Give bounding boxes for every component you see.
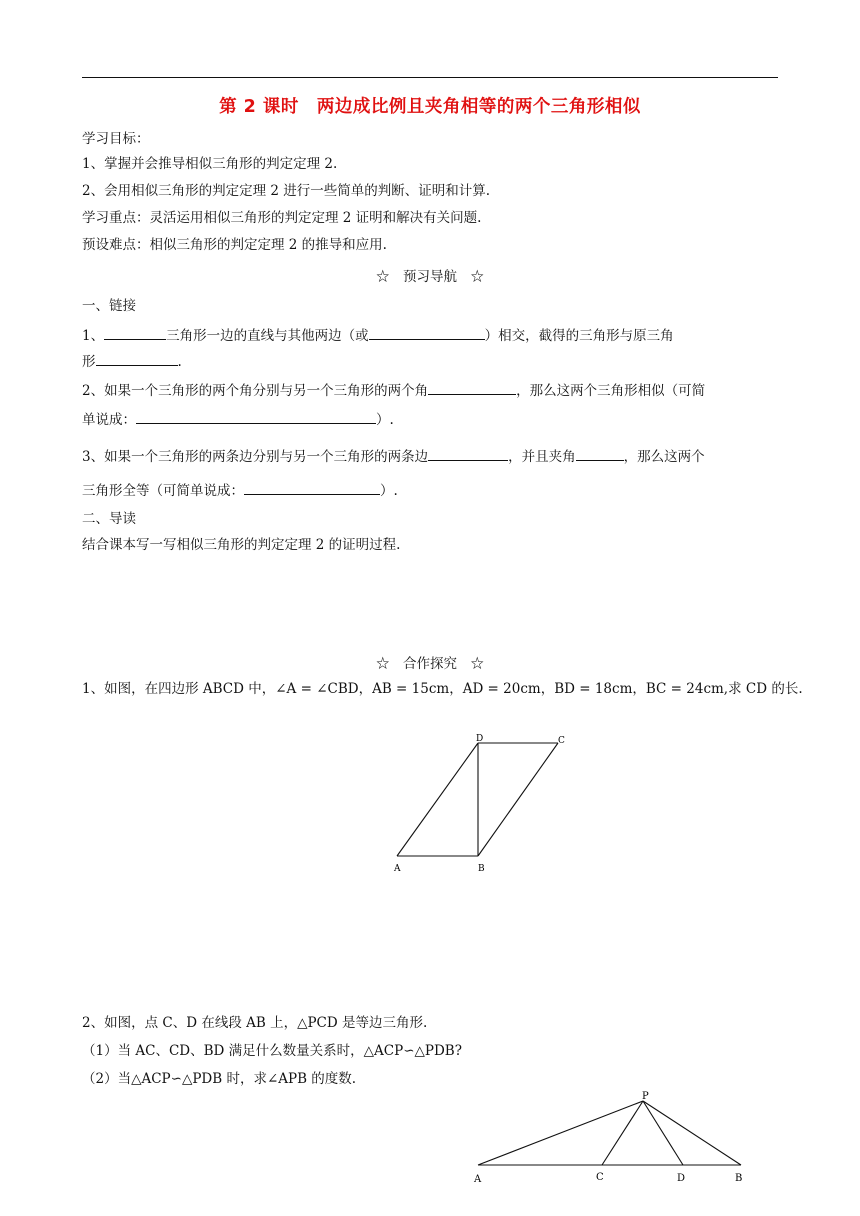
q1-blank-2[interactable]	[369, 326, 485, 340]
q2-text-3: 单说成：	[82, 412, 136, 428]
objective-2: 2、会用相似三角形的判定定理 2 进行一些简单的判断、证明和计算.	[82, 183, 491, 199]
q2-blank-1[interactable]	[428, 381, 516, 395]
label-B: B	[478, 864, 485, 874]
q3-text-2: ，并且夹角	[508, 449, 576, 465]
q1-text-2: ）相交，截得的三角形与原三角	[484, 328, 674, 344]
q2-text-1: 2、如果一个三角形的两个角分别与另一个三角形的两个角	[82, 383, 429, 399]
q3-blank-1[interactable]	[428, 447, 508, 461]
question-1-cont	[82, 352, 182, 371]
problem-2: 2、如图，点 C、D 在线段 AB 上，△PCD 是等边三角形.	[82, 1015, 428, 1031]
objective-1: 1、掌握并会推导相似三角形的判定定理 2.	[82, 156, 338, 172]
triangle-figure	[465, 1085, 755, 1190]
label-C: C	[558, 736, 565, 746]
label-P: P	[642, 1091, 649, 1102]
label-B2: B	[735, 1173, 743, 1184]
section-link-heading: 一、链接	[82, 298, 136, 314]
label-A2: A	[474, 1174, 482, 1185]
q3-end: ）.	[380, 483, 398, 499]
problem-2-part-1: （1）当 AC、CD、BD 满足什么数量关系时，△ACP∽△PDB?	[82, 1043, 462, 1059]
problem-2-part-2: （2）当△ACP∽△PDB 时，求∠APB 的度数.	[82, 1071, 357, 1087]
q1-end: .	[177, 354, 182, 370]
q3-blank-2[interactable]	[576, 447, 624, 461]
label-C2: C	[596, 1172, 604, 1183]
q1-blank-1[interactable]	[104, 326, 166, 340]
difficulty: 预设难点：相似三角形的判定定理 2 的推导和应用.	[82, 237, 387, 253]
label-D2: D	[677, 1173, 686, 1184]
header-rule	[82, 77, 778, 78]
q2-blank-2[interactable]	[136, 410, 376, 424]
label-D: D	[476, 734, 484, 744]
section-guide-heading: 二、导读	[82, 511, 136, 527]
question-3-cont	[82, 481, 398, 500]
preview-heading: ☆ 预习导航 ☆	[376, 269, 484, 285]
question-1	[82, 326, 674, 345]
question-2	[82, 381, 705, 400]
coop-heading: ☆ 合作探究 ☆	[376, 656, 484, 672]
q3-text-4: 三角形全等（可简单说成：	[82, 483, 244, 499]
q3-text-1: 3、如果一个三角形的两条边分别与另一个三角形的两条边	[82, 449, 429, 465]
q1-number: 1、	[82, 328, 105, 344]
q2-end: ）.	[376, 412, 394, 428]
objectives-heading: 学习目标：	[82, 131, 150, 147]
q1-text-3: 形	[82, 354, 96, 370]
q1-blank-3[interactable]	[96, 352, 178, 366]
quadrilateral-figure	[380, 725, 580, 880]
q2-text-2: ，那么这两个三角形相似（可简	[516, 383, 706, 399]
q1-text-1: 三角形一边的直线与其他两边（或	[166, 328, 369, 344]
q3-text-3: ，那么这两个	[623, 449, 705, 465]
problem-1: 1、如图，在四边形 ABCD 中，∠A = ∠CBD，AB = 15cm，AD = 20cm，BD = 18cm，BC = 24cm,求 CD 的长.	[82, 681, 803, 697]
guide-text: 结合课本写一写相似三角形的判定定理 2 的证明过程.	[82, 537, 401, 553]
label-A: A	[394, 864, 401, 874]
question-3	[82, 447, 705, 466]
lesson-title: 第 2 课时 两边成比例且夹角相等的两个三角形相似	[219, 97, 641, 117]
question-2-cont	[82, 410, 394, 429]
q3-blank-3[interactable]	[244, 481, 380, 495]
key-point: 学习重点：灵活运用相似三角形的判定定理 2 证明和解决有关问题.	[82, 210, 482, 226]
